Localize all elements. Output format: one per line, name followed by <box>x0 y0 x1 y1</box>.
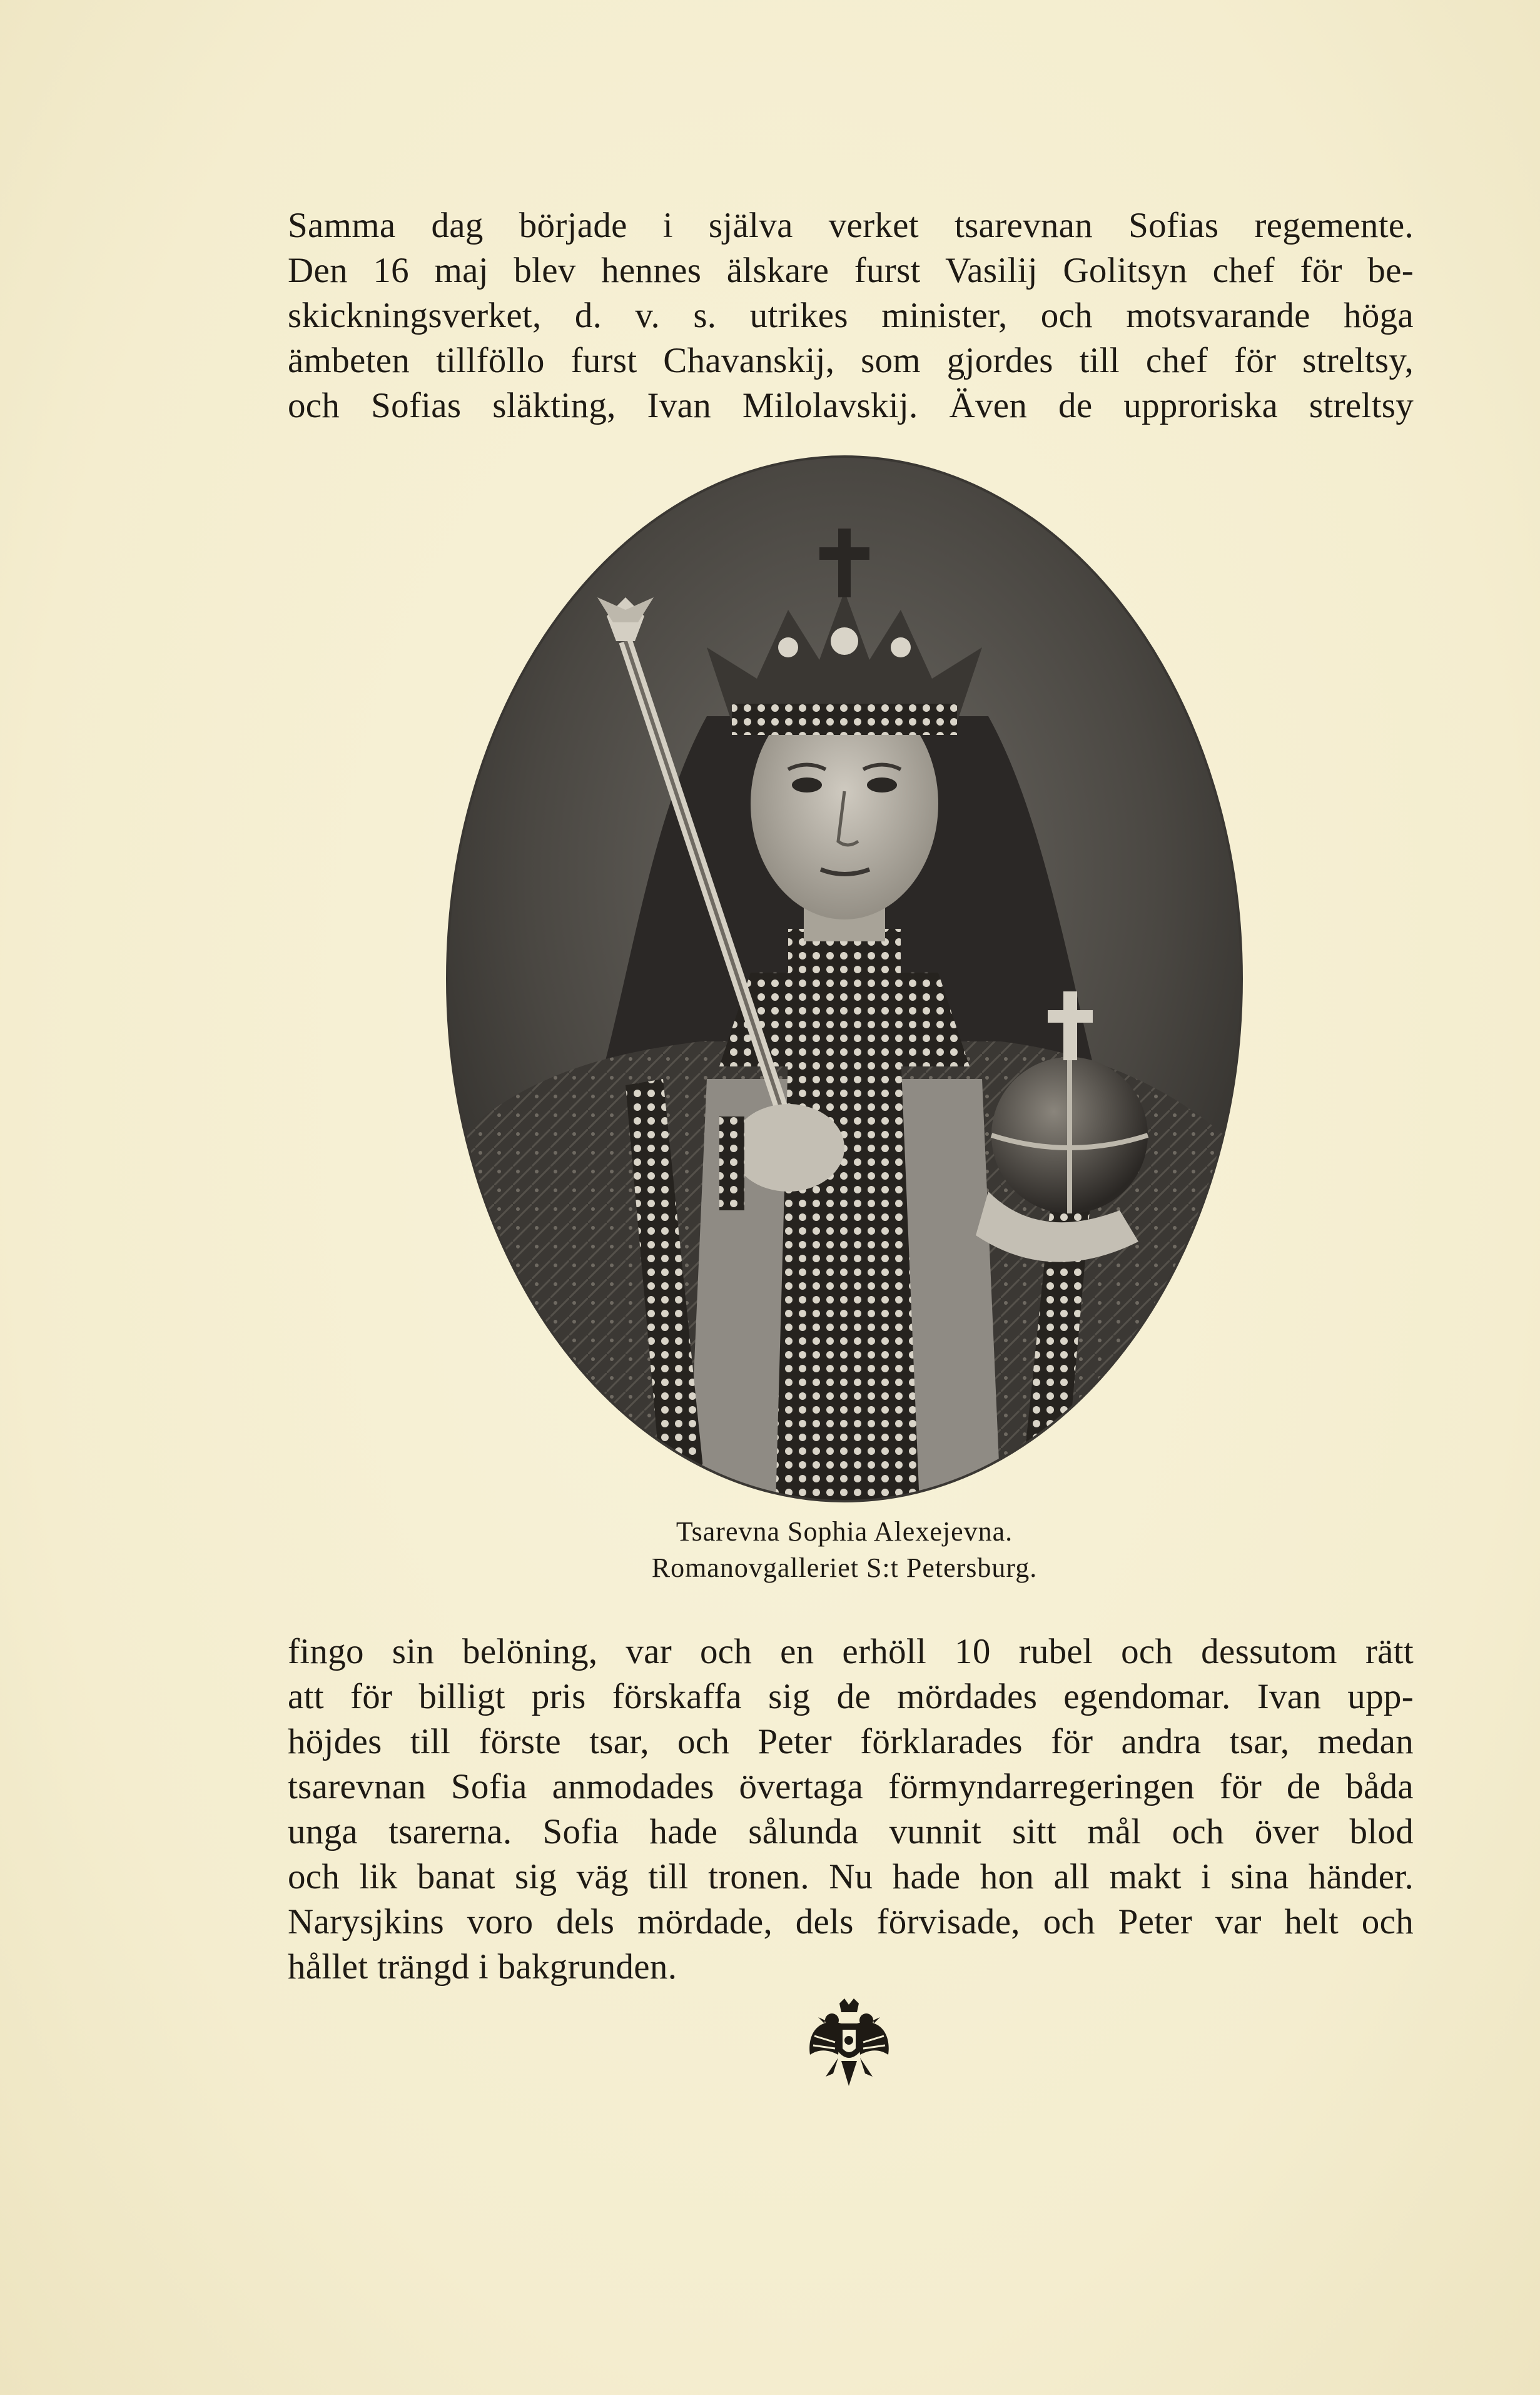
text-line: unga tsarerna. Sofia hade sålunda vunnit sitt mål och över blod <box>288 1812 1414 1851</box>
figure-caption-title: Tsarevna Sophia Alexejevna. <box>676 1516 1013 1547</box>
figure-caption-source: Romanovgalleriet S:t Petersburg. <box>651 1552 1038 1583</box>
text-line: att för billigt pris förskaffa sig de mördades egendomar. Ivan upp- <box>288 1677 1414 1716</box>
text-line: och lik banat sig väg till tronen. Nu hade hon all makt i sina händer. <box>288 1857 1414 1896</box>
text-line: ämbeten tillföllo furst Chavanskij, som gjordes till chef för streltsy, <box>288 341 1414 380</box>
portrait-engraving <box>438 453 1251 1504</box>
top-paragraph <box>288 203 1414 428</box>
text-line: Narysjkins voro dels mördade, dels förvisade, och Peter var helt och <box>288 1902 1414 1942</box>
bottom-paragraph <box>288 1629 1414 1990</box>
text-line: fingo sin belöning, var och en erhöll 10 rubel och dessutom rätt <box>288 1632 1414 1671</box>
portrait-figure <box>438 453 1251 1504</box>
text-line: tsarevnan Sofia anmodades övertaga förmyndarregeringen för de båda <box>288 1767 1414 1806</box>
text-line: hållet trängd i bakgrunden. <box>288 1947 677 1987</box>
text-line: skickningsverket, d. v. s. utrikes minister, och motsvarande höga <box>288 296 1414 335</box>
text-line: och Sofias släkting, Ivan Milolavskij. Även de upproriska streltsy <box>288 386 1414 425</box>
text-line: Den 16 maj blev hennes älskare furst Vasilij Golitsyn chef för be- <box>288 251 1414 290</box>
text-line: höjdes till förste tsar, och Peter förklarades för andra tsar, medan <box>288 1722 1414 1761</box>
double-headed-eagle-icon <box>807 1998 891 2089</box>
text-line: Samma dag började i själva verket tsarevnan Sofias regemente. <box>288 206 1414 245</box>
